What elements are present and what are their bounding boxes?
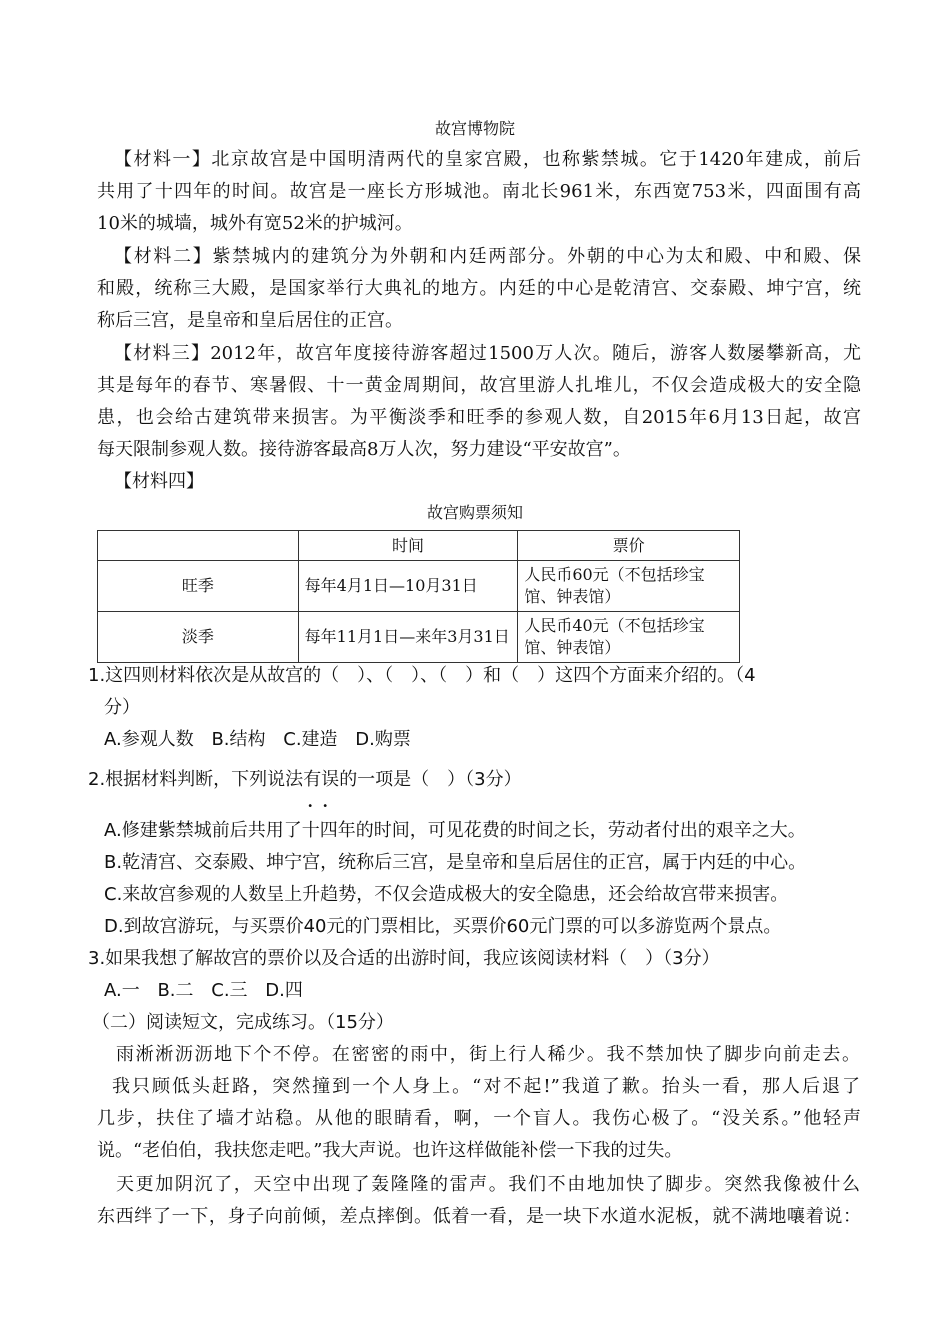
- question-2-option: B.乾清宫、交泰殿、坤宁宫，统称后三宫，是皇帝和皇后居住的正宫，属于内廷的中心。: [104, 852, 807, 873]
- option: B.二: [157, 980, 194, 1001]
- material2-line: 称后三宫，是皇帝和皇后居住的正宫。: [97, 310, 403, 331]
- question-2-option: D.到故宫游玩，与买票价40元的门票相比，买票价60元门票的可以多游览两个景点。: [104, 916, 782, 937]
- question-1: 1.这四则材料依次是从故宫的（ ）、（ ）、（ ）和（ ）这四个方面来介绍的。（4: [88, 665, 756, 686]
- question-2-text: 2.根据材料判断，下列说法: [88, 769, 304, 790]
- table-header: 票价: [518, 531, 740, 561]
- question-2-option: A.修建紫禁城前后共用了十四年的时间，可见花费的时间之长，劳动者付出的艰辛之大。: [104, 820, 806, 841]
- table-cell: 每年4月1日—10月31日: [298, 561, 518, 612]
- material4-label: 【材料四】: [114, 471, 204, 492]
- section-2-heading: （二）阅读短文，完成练习。（15分）: [92, 1012, 394, 1033]
- option: A.参观人数: [104, 729, 194, 750]
- option: B.结构: [211, 729, 266, 750]
- question-1-options: [104, 724, 868, 756]
- material3-line: 每天限制参观人数。接待游客最高8万人次，努力建设“平安故宫”。: [97, 439, 631, 460]
- table-cell: 淡季: [98, 612, 299, 663]
- table-cell: 旺季: [98, 561, 299, 612]
- material3-line: 患，也会给古建筑带来损害。为平衡淡季和旺季的参观人数，自2015年6月13日起，故宫: [97, 407, 861, 428]
- table-header: [98, 531, 299, 561]
- ticket-table: [97, 530, 740, 663]
- table-row: [98, 612, 740, 663]
- option: C.三: [211, 980, 248, 1001]
- table-header-row: [98, 531, 740, 561]
- story-line: 雨淅淅沥沥地下个不停。在密密的雨中，街上行人稀少。我不禁加快了脚步向前走去。: [116, 1044, 860, 1065]
- story-line: 几步，扶住了墙才站稳。从他的眼睛看，啊，一个盲人。我伤心极了。“没关系。”他轻声: [97, 1108, 861, 1129]
- table-cell: 人民币60元（不包括珍宝馆、钟表馆）: [518, 561, 740, 612]
- question-2-text: 的一项是（ ）（3分）: [339, 769, 522, 790]
- question-2: [88, 764, 852, 796]
- question-3: 3.如果我想了解故宫的票价以及合适的出游时间，我应该阅读材料（ ）（3分）: [88, 948, 720, 969]
- story-line: 东西绊了一下，身子向前倾，差点摔倒。低着一看，是一块下水道水泥板，就不满地嚷着说：: [97, 1206, 861, 1227]
- material3-line: 其是每年的春节、寒暑假、十一黄金周期间，故宫里游人扎堆儿，不仅会造成极大的安全隐: [97, 375, 861, 396]
- question-2-option: C.来故宫参观的人数呈上升趋势，不仅会造成极大的安全隐患，还会给故宫带来损害。: [104, 884, 789, 905]
- table-header: 时间: [298, 531, 518, 561]
- table-cell: 人民币40元（不包括珍宝馆、钟表馆）: [518, 612, 740, 663]
- question-3-options: [104, 975, 868, 1007]
- table-title: 故宫购票须知: [426, 503, 523, 522]
- material1-line: 共用了十四年的时间。故宫是一座长方形城池。南北长961米，东西宽753米，四面围有高: [97, 181, 861, 202]
- option: D.四: [265, 980, 303, 1001]
- question-1-cont: 分）: [104, 697, 140, 718]
- option: D.购票: [355, 729, 411, 750]
- material2-line: 【材料二】紫禁城内的建筑分为外朝和内廷两部分。外朝的中心为太和殿、中和殿、保: [114, 246, 861, 267]
- story-line: 我只顾低头赶路，突然撞到一个人身上。“对不起!”我道了歉。抬头一看，那人后退了: [112, 1076, 860, 1097]
- page-title: 故宫博物院: [434, 119, 515, 138]
- option: C.建造: [283, 729, 338, 750]
- material1-line: 【材料一】北京故宫是中国明清两代的皇家宫殿，也称紫禁城。它于1420年建成，前后: [114, 149, 861, 170]
- option: A.一: [104, 980, 140, 1001]
- table-row: [98, 561, 740, 612]
- material2-line: 和殿，统称三大殿，是国家举行大典礼的地方。内廷的中心是乾清宫、交泰殿、坤宁宫，统: [97, 278, 861, 299]
- material1-line: 10米的城墙，城外有宽52米的护城河。: [97, 213, 413, 234]
- emphasized-text: 有误 • •: [303, 769, 339, 790]
- material3-line: 【材料三】2012年，故宫年度接待游客超过1500万人次。随后，游客人数屡攀新高，尤: [114, 343, 861, 364]
- story-line: 说。“老伯伯，我扶您走吧。”我大声说。也许这样做能补偿一下我的过失。: [97, 1140, 683, 1161]
- table-cell: 每年11月1日—来年3月31日: [298, 612, 518, 663]
- story-line: 天更加阴沉了，天空中出现了轰隆隆的雷声。我们不由地加快了脚步。突然我像被什么: [116, 1174, 860, 1195]
